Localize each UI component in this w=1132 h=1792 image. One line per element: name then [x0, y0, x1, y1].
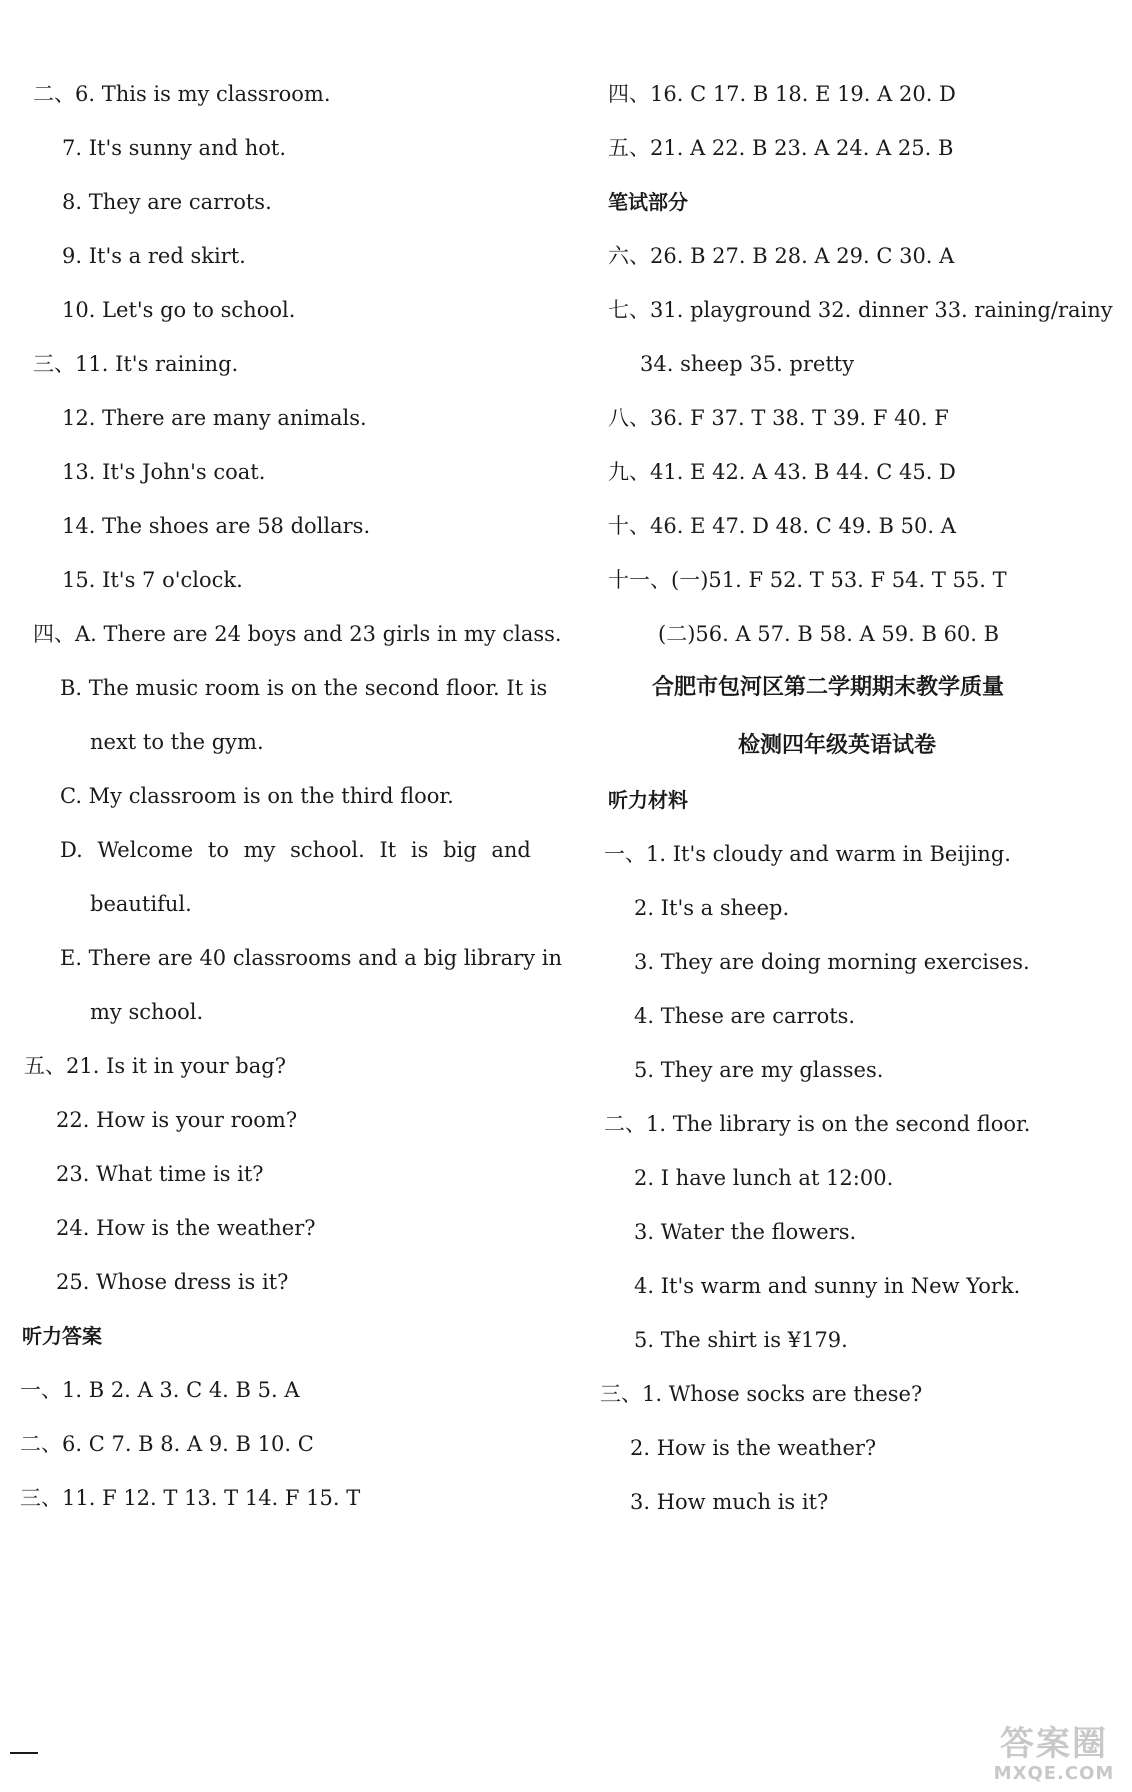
- answer-line: 四、A. There are 24 boys and 23 girls in my class.: [33, 622, 562, 646]
- site-watermark: [984, 1724, 1124, 1788]
- answer-line: 十一、(一)51. F 52. T 53. F 54. T 55. T: [608, 568, 1007, 592]
- answer-line: 二、6. C 7. B 8. A 9. B 10. C: [20, 1432, 314, 1456]
- answer-line: 3. How much is it?: [630, 1490, 829, 1514]
- answer-line: 5. They are my glasses.: [634, 1058, 884, 1082]
- answer-line: 15. It's 7 o'clock.: [62, 568, 243, 592]
- answer-line: 十、46. E 47. D 48. C 49. B 50. A: [608, 514, 956, 538]
- answer-line: my school.: [90, 1000, 204, 1024]
- answer-line: 三、11. F 12. T 13. T 14. F 15. T: [20, 1486, 361, 1510]
- answer-line: 12. There are many animals.: [62, 406, 367, 430]
- answer-line: 六、26. B 27. B 28. A 29. C 30. A: [608, 244, 955, 268]
- answer-line: 14. The shoes are 58 dollars.: [62, 514, 371, 538]
- answer-line: 2. I have lunch at 12:00.: [634, 1166, 894, 1190]
- answer-line: D. Welcome to my school. It is big and: [60, 838, 531, 862]
- answer-line: 25. Whose dress is it?: [56, 1270, 289, 1294]
- answer-line: 八、36. F 37. T 38. T 39. F 40. F: [608, 406, 949, 430]
- answer-line: 24. How is the weather?: [56, 1216, 316, 1240]
- answer-line: 34. sheep 35. pretty: [640, 352, 855, 376]
- answer-line: 5. The shirt is ¥179.: [634, 1328, 848, 1352]
- answer-line: 2. It's a sheep.: [634, 896, 790, 920]
- answer-line: 五、21. A 22. B 23. A 24. A 25. B: [608, 136, 954, 160]
- answer-line: (二)56. A 57. B 58. A 59. B 60. B: [658, 622, 1000, 646]
- answer-line: 23. What time is it?: [56, 1162, 264, 1186]
- answer-line: 九、41. E 42. A 43. B 44. C 45. D: [608, 460, 956, 484]
- exam-title-line2: 检测四年级英语试卷: [738, 733, 937, 758]
- page-dash-mark: [10, 1752, 38, 1754]
- answer-line: 7. It's sunny and hot.: [62, 136, 287, 160]
- answer-line: 4. It's warm and sunny in New York.: [634, 1274, 1021, 1298]
- answer-line: 五、21. Is it in your bag?: [24, 1054, 286, 1078]
- answer-line: beautiful.: [90, 892, 192, 916]
- exam-title-line1: 合肥市包河区第二学期期末教学质量: [652, 675, 1005, 700]
- answer-line: 二、6. This is my classroom.: [33, 82, 331, 106]
- answer-line: 2. How is the weather?: [630, 1436, 877, 1460]
- answer-line: 8. They are carrots.: [62, 190, 272, 214]
- answer-line: 一、1. It's cloudy and warm in Beijing.: [604, 842, 1011, 866]
- answer-line: 22. How is your room?: [56, 1108, 298, 1132]
- answer-line: 三、1. Whose socks are these?: [600, 1382, 923, 1406]
- answer-line: C. My classroom is on the third floor.: [60, 784, 454, 808]
- section-heading: 听力答案: [22, 1324, 102, 1348]
- answer-line: E. There are 40 classrooms and a big library in: [60, 946, 562, 970]
- watermark-url: MXQE.COM: [993, 1763, 1115, 1784]
- answer-line: 三、11. It's raining.: [33, 352, 239, 376]
- answer-line: next to the gym.: [90, 730, 264, 754]
- answer-line: 3. Water the flowers.: [634, 1220, 857, 1244]
- answer-line: 4. These are carrots.: [634, 1004, 856, 1028]
- section-heading: 听力材料: [608, 788, 688, 812]
- answer-line: 13. It's John's coat.: [62, 460, 266, 484]
- section-heading: 笔试部分: [608, 190, 688, 214]
- answer-line: 3. They are doing morning exercises.: [634, 950, 1030, 974]
- answer-line: 四、16. C 17. B 18. E 19. A 20. D: [608, 82, 956, 106]
- answer-line: 七、31. playground 32. dinner 33. raining/rainy: [608, 298, 1113, 322]
- answer-line: 10. Let's go to school.: [62, 298, 296, 322]
- answer-line: B. The music room is on the second floor. It is: [60, 676, 548, 700]
- answer-line: 一、1. B 2. A 3. C 4. B 5. A: [20, 1378, 300, 1402]
- answer-line: 9. It's a red skirt.: [62, 244, 246, 268]
- answer-line: 二、1. The library is on the second floor.: [604, 1112, 1031, 1136]
- watermark-logo-text: 答案圈: [1000, 1724, 1108, 1764]
